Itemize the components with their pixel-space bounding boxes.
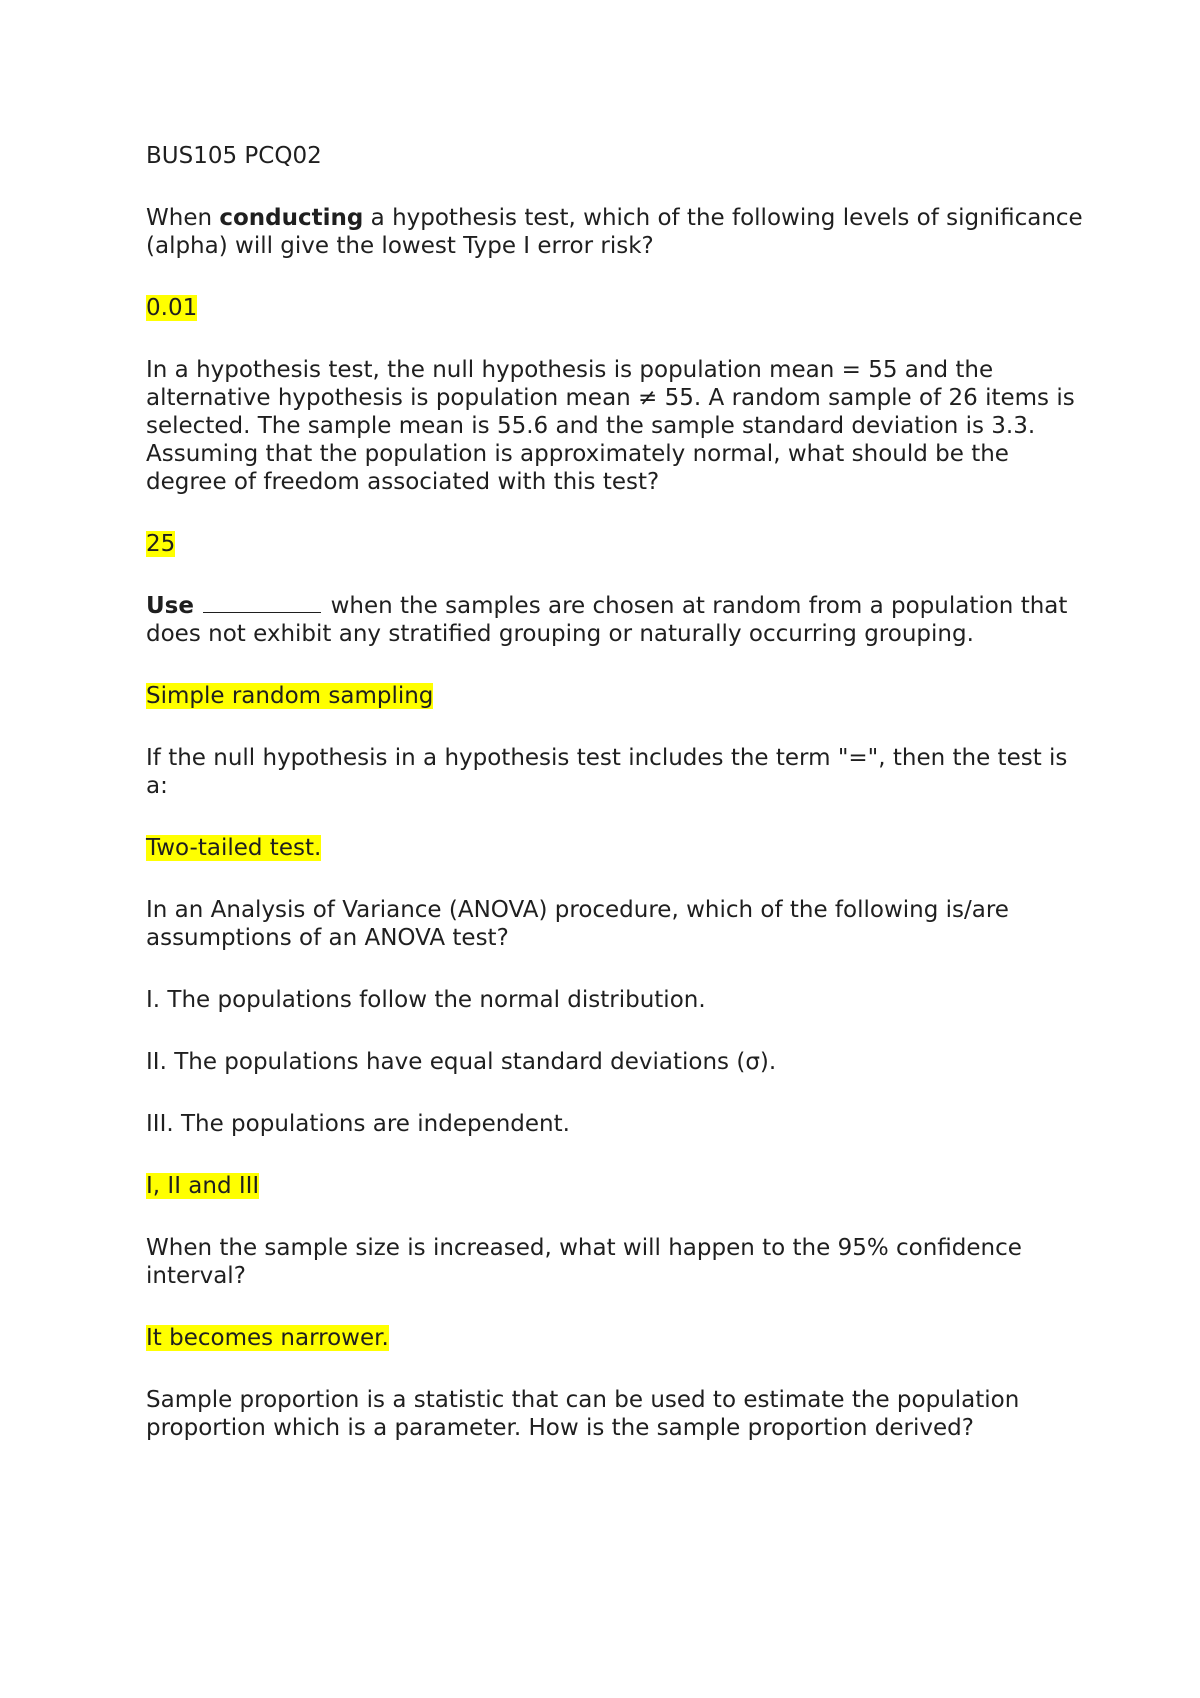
question-4: If the null hypothesis in a hypothesis test includes the term "=", then the test is a: xyxy=(146,745,1068,799)
question-3 xyxy=(146,592,1086,648)
question-1-text-start: When xyxy=(146,205,220,231)
answer-2-highlight: 25 xyxy=(146,531,176,557)
answer-5-highlight: I, II and III xyxy=(146,1173,260,1199)
answer-5 xyxy=(146,1172,1086,1200)
answer-4-highlight: Two-tailed test. xyxy=(146,835,322,861)
answer-6-highlight: It becomes narrower. xyxy=(146,1325,389,1351)
document-page xyxy=(146,142,1086,1476)
assumption-item-1: I. The populations follow the normal distribution. xyxy=(146,987,706,1013)
question-6: When the sample size is increased, what will happen to the 95% confidence interval? xyxy=(146,1235,1022,1289)
assumption-item-3: III. The populations are independent. xyxy=(146,1111,570,1137)
answer-3-highlight: Simple random sampling xyxy=(146,683,434,709)
answer-1 xyxy=(146,294,1086,322)
answer-6 xyxy=(146,1324,1086,1352)
answer-4 xyxy=(146,834,1086,862)
question-3-text-end: when the samples are chosen at random from a population that does not exhibit any stratified grouping or naturally occurring grouping. xyxy=(146,593,1068,647)
question-2: In a hypothesis test, the null hypothesis is population mean = 55 and the alternative hypothesis is population mean ≠ 55. A random sample of 26 items is selected. The sample mean is 55.6 and the sample standard deviation is 3.3. Assuming that the population is approximately normal, what should be the degree of freedom associated with this test? xyxy=(146,357,1075,495)
question-3-bold-word: Use xyxy=(146,593,194,619)
question-1-text-end: a hypothesis test, which of the following levels of significance (alpha) will give the lowest Type I error risk? xyxy=(146,205,1083,259)
question-1-bold-word: conducting xyxy=(219,205,364,231)
fill-in-blank xyxy=(203,594,321,613)
question-5: In an Analysis of Variance (ANOVA) procedure, which of the following is/are assumptions of an ANOVA test? xyxy=(146,897,1009,951)
answer-3 xyxy=(146,682,1086,710)
document-title: BUS105 PCQ02 xyxy=(146,143,322,169)
question-1 xyxy=(146,204,1086,260)
question-7: Sample proportion is a statistic that can be used to estimate the population proportion which is a parameter. How is the sample proportion derived? xyxy=(146,1387,1020,1441)
assumption-item-2: II. The populations have equal standard deviations (σ). xyxy=(146,1049,777,1075)
answer-2 xyxy=(146,530,1086,558)
answer-1-highlight: 0.01 xyxy=(146,295,198,321)
